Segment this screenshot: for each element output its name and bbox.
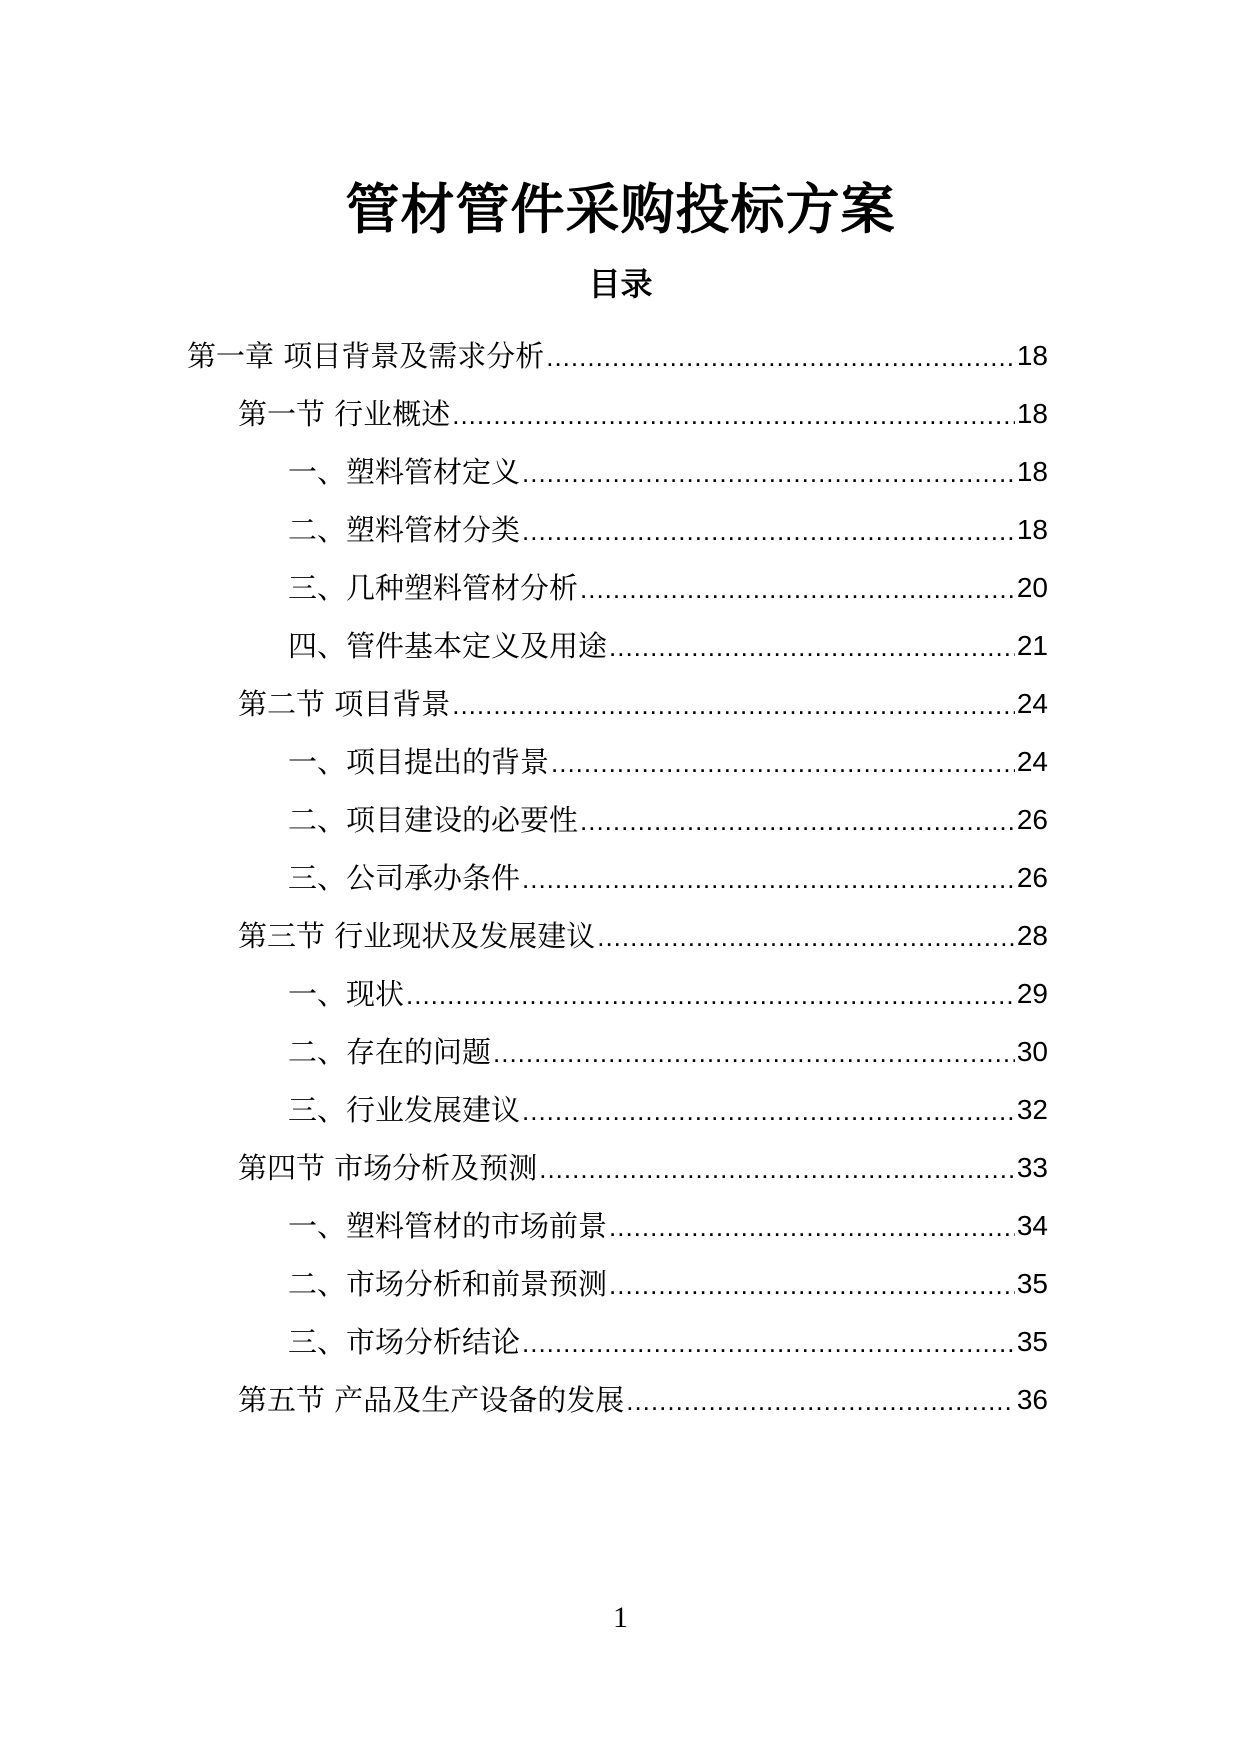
toc-entry[interactable] bbox=[288, 1200, 1048, 1244]
toc-entry-label: 三、公司承办条件 bbox=[288, 861, 521, 895]
toc-entry-page: 21 bbox=[1016, 630, 1048, 661]
toc-leader-dots bbox=[522, 1328, 1015, 1360]
toc-leader-dots bbox=[551, 748, 1015, 780]
toc-entry-page: 18 bbox=[1016, 398, 1048, 429]
toc-entry-label: 第五节 产品及生产设备的发展 bbox=[238, 1383, 625, 1417]
toc-leader-dots bbox=[522, 458, 1015, 490]
toc-leader-dots bbox=[609, 632, 1015, 664]
toc-leader-dots bbox=[522, 516, 1015, 548]
toc-entry-page: 18 bbox=[1016, 340, 1048, 371]
toc-leader-dots bbox=[580, 806, 1015, 838]
toc-entry-label: 二、项目建设的必要性 bbox=[288, 803, 579, 837]
toc-entry-label: 第一节 行业概述 bbox=[238, 397, 451, 431]
toc-entry-label: 第一章 项目背景及需求分析 bbox=[187, 339, 545, 373]
toc-entry-page: 32 bbox=[1016, 1094, 1048, 1125]
toc-leader-dots bbox=[406, 980, 1015, 1012]
toc-entry-label: 二、市场分析和前景预测 bbox=[288, 1267, 608, 1301]
toc-entry-page: 26 bbox=[1016, 862, 1048, 893]
toc-entry[interactable] bbox=[288, 620, 1048, 664]
toc-entry[interactable] bbox=[238, 1142, 1048, 1186]
toc-entry-page: 24 bbox=[1016, 688, 1048, 719]
toc-entry-label: 一、现状 bbox=[288, 977, 405, 1011]
toc-leader-dots bbox=[522, 1096, 1015, 1128]
toc-leader-dots bbox=[522, 864, 1015, 896]
toc-entry-page: 20 bbox=[1016, 572, 1048, 603]
toc-entry-page: 18 bbox=[1016, 456, 1048, 487]
toc-entry[interactable] bbox=[288, 1316, 1048, 1360]
toc-entry-label: 第二节 项目背景 bbox=[238, 687, 451, 721]
toc-entry-label: 一、塑料管材定义 bbox=[288, 455, 521, 489]
toc-leader-dots bbox=[597, 922, 1015, 954]
toc-entry[interactable] bbox=[238, 1374, 1048, 1418]
toc-entry[interactable] bbox=[187, 330, 1048, 374]
toc-entry[interactable] bbox=[288, 736, 1048, 780]
toc-entry-label: 二、存在的问题 bbox=[288, 1035, 492, 1069]
toc-entry[interactable] bbox=[238, 678, 1048, 722]
toc-entry[interactable] bbox=[288, 794, 1048, 838]
toc-entry-label: 四、管件基本定义及用途 bbox=[288, 629, 608, 663]
toc-leader-dots bbox=[580, 574, 1015, 606]
toc-entry-page: 18 bbox=[1016, 514, 1048, 545]
toc-leader-dots bbox=[452, 690, 1015, 722]
toc-entry-label: 第四节 市场分析及预测 bbox=[238, 1151, 538, 1185]
toc-leader-dots bbox=[546, 342, 1015, 374]
toc-leader-dots bbox=[539, 1154, 1015, 1186]
toc-entry-label: 三、几种塑料管材分析 bbox=[288, 571, 579, 605]
toc-entry[interactable] bbox=[238, 910, 1048, 954]
toc-entry-page: 29 bbox=[1016, 978, 1048, 1009]
toc-entry[interactable] bbox=[288, 852, 1048, 896]
toc-entry[interactable] bbox=[288, 504, 1048, 548]
toc-entry-label: 第三节 行业现状及发展建议 bbox=[238, 919, 596, 953]
toc-entry-page: 36 bbox=[1016, 1384, 1048, 1415]
toc-leader-dots bbox=[609, 1212, 1015, 1244]
page-number: 1 bbox=[613, 1601, 628, 1634]
toc-leader-dots bbox=[493, 1038, 1015, 1070]
document-title: 管材管件采购投标方案 bbox=[345, 178, 896, 241]
toc-entry-page: 28 bbox=[1016, 920, 1048, 951]
toc-leader-dots bbox=[452, 400, 1015, 432]
toc-leader-dots bbox=[626, 1386, 1015, 1418]
toc-entry-label: 一、塑料管材的市场前景 bbox=[288, 1209, 608, 1243]
toc-entry-label: 三、市场分析结论 bbox=[288, 1325, 521, 1359]
toc-entry[interactable] bbox=[288, 562, 1048, 606]
toc-entry[interactable] bbox=[288, 968, 1048, 1012]
toc-heading: 目录 bbox=[588, 265, 653, 303]
toc-entry-page: 33 bbox=[1016, 1152, 1048, 1183]
toc-entry-page: 26 bbox=[1016, 804, 1048, 835]
toc-entry[interactable] bbox=[288, 1084, 1048, 1128]
toc-entry-label: 二、塑料管材分类 bbox=[288, 513, 521, 547]
toc-entry-page: 35 bbox=[1016, 1326, 1048, 1357]
toc-entry[interactable] bbox=[288, 1026, 1048, 1070]
toc-entry-page: 30 bbox=[1016, 1036, 1048, 1067]
toc-entry-page: 35 bbox=[1016, 1268, 1048, 1299]
toc-entry-label: 三、行业发展建议 bbox=[288, 1093, 521, 1127]
toc-leader-dots bbox=[609, 1270, 1015, 1302]
toc-entry[interactable] bbox=[238, 388, 1048, 432]
toc-entry[interactable] bbox=[288, 446, 1048, 490]
toc-entry[interactable] bbox=[288, 1258, 1048, 1302]
toc-entry-label: 一、项目提出的背景 bbox=[288, 745, 550, 779]
toc-entry-page: 34 bbox=[1016, 1210, 1048, 1241]
toc-entry-page: 24 bbox=[1016, 746, 1048, 777]
